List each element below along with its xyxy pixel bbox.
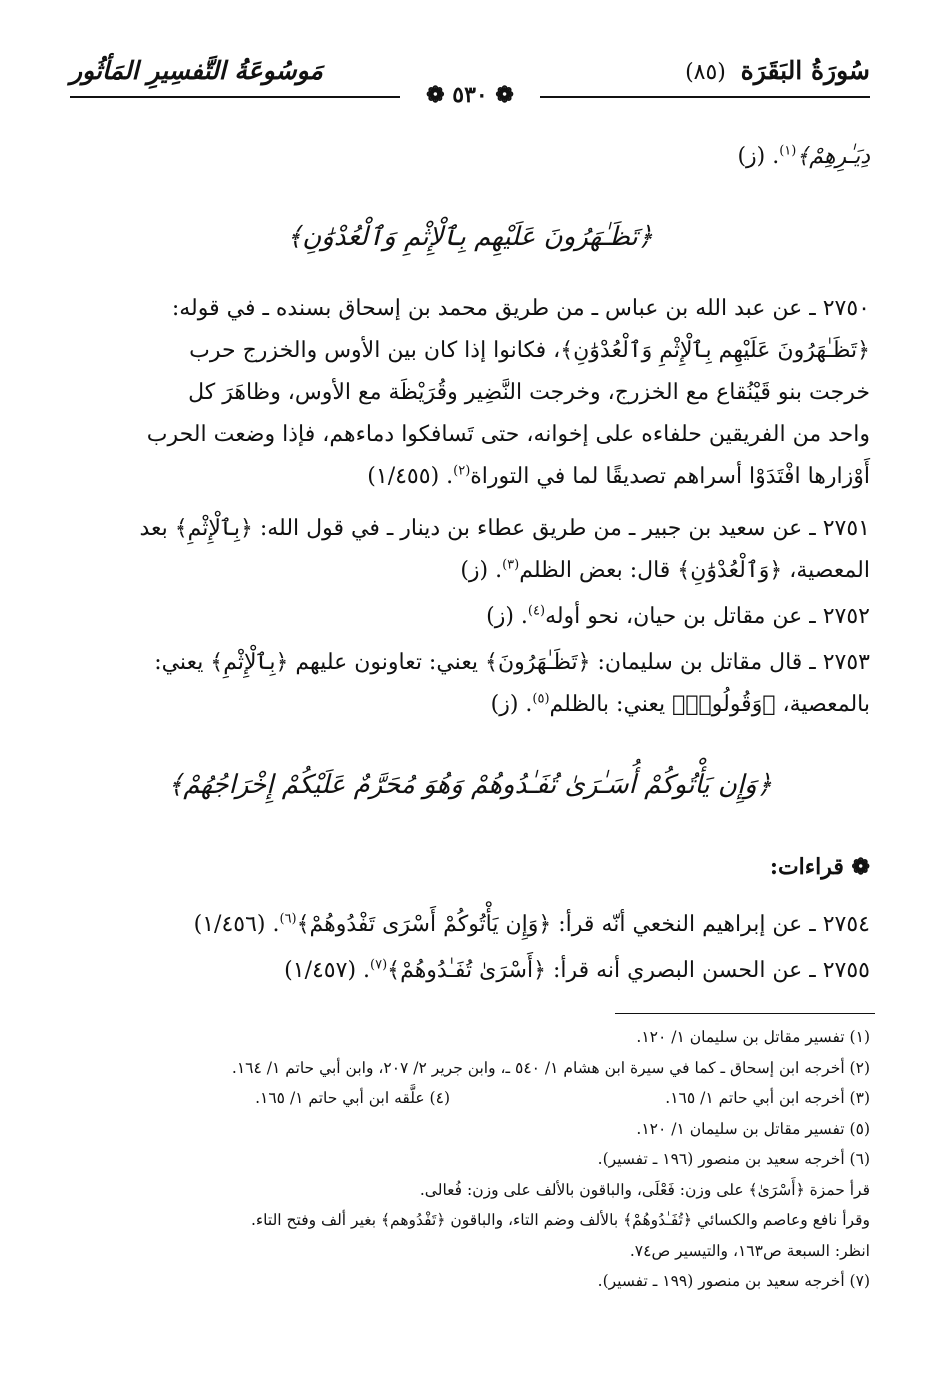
entry-2755 xyxy=(70,950,870,992)
footnote-ref: (٦) xyxy=(279,911,297,927)
entry-2754 xyxy=(70,904,870,946)
entry-line xyxy=(70,550,870,592)
footnote-ref: (٤) xyxy=(527,603,546,619)
verse-heading: ﴿تَظَـٰهَرُونَ عَلَيْهِم بِٱلْإِثْمِ وَٱلْعُدْوَٰنِ﴾ xyxy=(286,222,654,252)
footnote: (٧) أخرجه سعيد بن منصور (١٩٩ ـ تفسير). xyxy=(597,1272,870,1290)
entry-line: خرجت بنو قَيْنُقاع مع الخزرج، وخرجت النَّضِير وقُرَيْظَة مع الأوس، وظاهَرَ كل xyxy=(188,380,870,405)
entry-text: ٢٧٥٢ ـ عن مقاتل بن حيان، نحو أوله xyxy=(545,604,870,629)
footnotes xyxy=(70,1022,870,1297)
entry-line: ٢٧٥٠ ـ عن عبد الله بن عباس ـ من طريق محمد بن إسحاق بسنده ـ في قوله: xyxy=(171,296,870,321)
verse-heading: ﴿وَإِن يَأْتُوكُمْ أُسَـٰرَىٰ تُفَـٰدُوهُمْ وَهُوَ مُحَرَّمٌ عَلَيْكُمْ إِخْرَاجُهُمْ﴾ xyxy=(168,770,772,800)
entry-text: أَوْزارها افْتَدَوْا أسراهم تصديقًا لما في التوراة xyxy=(470,464,870,489)
footnote-ref: (١) xyxy=(779,143,797,159)
entry-tail: . (١/٤٥٥) xyxy=(367,464,454,489)
entry-tail: . (ز) xyxy=(486,604,528,629)
entry-tail: . (ز) xyxy=(490,692,533,717)
carryover-tail: . (ز) xyxy=(737,144,780,169)
carryover-verse: دِيَـٰرِهِمْ﴾ xyxy=(796,144,870,169)
book-title: مَوسُوعَةُ التَّفسِيرِ المَأثُور xyxy=(70,56,323,85)
entry-text: المعصية، ﴿وَٱلْعُدْوَٰنِ﴾ قال: بعض الظلم xyxy=(519,558,870,583)
footnote-pair xyxy=(70,1083,870,1114)
footnote-continuation: وقرأ نافع وعاصم والكسائي ﴿تُفَـٰدُوهُمْ﴾ بالألف وضم التاء، والباقون ﴿تَفْدُوهم﴾ بغير ألف وفتح التاء. xyxy=(250,1211,870,1229)
header-rule-right xyxy=(540,96,870,98)
entry-2753 xyxy=(70,642,870,726)
footnote: (٢) أخرجه ابن إسحاق ـ كما في سيرة ابن هشام ١/ ٥٤٠ ـ، وابن جرير ٢/ ٢٠٧، وابن أبي حاتم ١/ ١٦٤. xyxy=(231,1058,870,1077)
footnote-rule xyxy=(615,1013,875,1014)
entry-2751 xyxy=(70,508,870,592)
entry-line xyxy=(70,456,870,498)
surah-header xyxy=(685,56,870,85)
ornament-icon: ❁ xyxy=(426,82,445,108)
entry-line: ٢٧٥١ ـ عن سعيد بن جبير ـ من طريق عطاء بن دينار ـ في قول الله: ﴿بِٱلْإِثْمِ﴾ بعد xyxy=(139,516,870,541)
footnote: (١) تفسير مقاتل بن سليمان ١/ ١٢٠. xyxy=(636,1028,870,1046)
entry-line xyxy=(70,684,870,726)
footnote-continuation: قرأ حمزة ﴿أَسْرَىٰ﴾ على وزن: فَعْلَى، والباقون بالألف على وزن: فُعالى. xyxy=(419,1180,870,1199)
footnote: (٥) تفسير مقاتل بن سليمان ١/ ١٢٠. xyxy=(636,1119,870,1138)
entry-line: ٢٧٥٣ ـ قال مقاتل بن سليمان: ﴿تَظَـٰهَرُونَ﴾ يعني: تعاونون عليهم ﴿بِٱلْإِثْمِ﴾ يعني: xyxy=(154,650,870,675)
page-number: ٥٣٠ xyxy=(452,82,488,108)
entry-line: ﴿تَظَـٰهَرُونَ عَلَيْهِم بِٱلْإِثْمِ وَٱلْعُدْوَٰنِ﴾، فكانوا إذا كان بين الأوس والخزرج حرب xyxy=(189,338,870,363)
qiraat-heading: ❁ قراءات: xyxy=(769,854,870,880)
footnote-ref: (٥) xyxy=(532,691,550,707)
footnote-ref: (٧) xyxy=(370,957,388,973)
entry-text: بالمعصية، ﴿وَقُولُوا۟﴾ يعني: بالظلم xyxy=(549,692,870,717)
entry-line: واحد من الفريقين حلفاءه على إخوانه، حتى تَسافكوا دماءهم، فإذا وضعت الحرب xyxy=(146,422,870,447)
footnote: (٣) أخرجه ابن أبي حاتم ١/ ١٦٥. xyxy=(665,1089,870,1107)
carryover-line xyxy=(70,136,870,178)
page-number-box xyxy=(400,82,540,108)
footnote-ref: (٣) xyxy=(502,557,520,573)
footnote: (٤) علَّقه ابن أبي حاتم ١/ ١٦٥. xyxy=(255,1089,450,1107)
entry-tail: . (١/٤٥٦) xyxy=(193,912,280,937)
header-rule-left xyxy=(70,96,400,98)
page-header xyxy=(70,44,870,108)
entry-tail: . (ز) xyxy=(460,558,503,583)
footnote-ref: (٢) xyxy=(453,463,471,479)
surah-title: سُورَةُ البَقَرَة xyxy=(740,56,870,85)
entry-2750 xyxy=(70,288,870,498)
ornament-icon: ❁ xyxy=(495,82,514,108)
entry-text: ٢٧٥٤ ـ عن إبراهيم النخعي أنّه قرأ: ﴿وَإِن يَأْتُوكُمْ أَسْرَى تَفْدُوهُمْ﴾ xyxy=(296,912,870,937)
verse-ref: (٨٥) xyxy=(685,60,726,85)
entry-text: ٢٧٥٥ ـ عن الحسن البصري أنه قرأ: ﴿أَسْرَىٰ تُفَـٰدُوهُمْ﴾ xyxy=(387,958,870,983)
footnote-continuation: انظر: السبعة ص١٦٣، والتيسير ص٧٤. xyxy=(629,1241,870,1260)
entry-tail: . (١/٤٥٧) xyxy=(284,958,371,983)
footnote: (٦) أخرجه سعيد بن منصور (١٩٦ ـ تفسير). xyxy=(597,1150,870,1168)
entry-2752 xyxy=(70,596,870,638)
